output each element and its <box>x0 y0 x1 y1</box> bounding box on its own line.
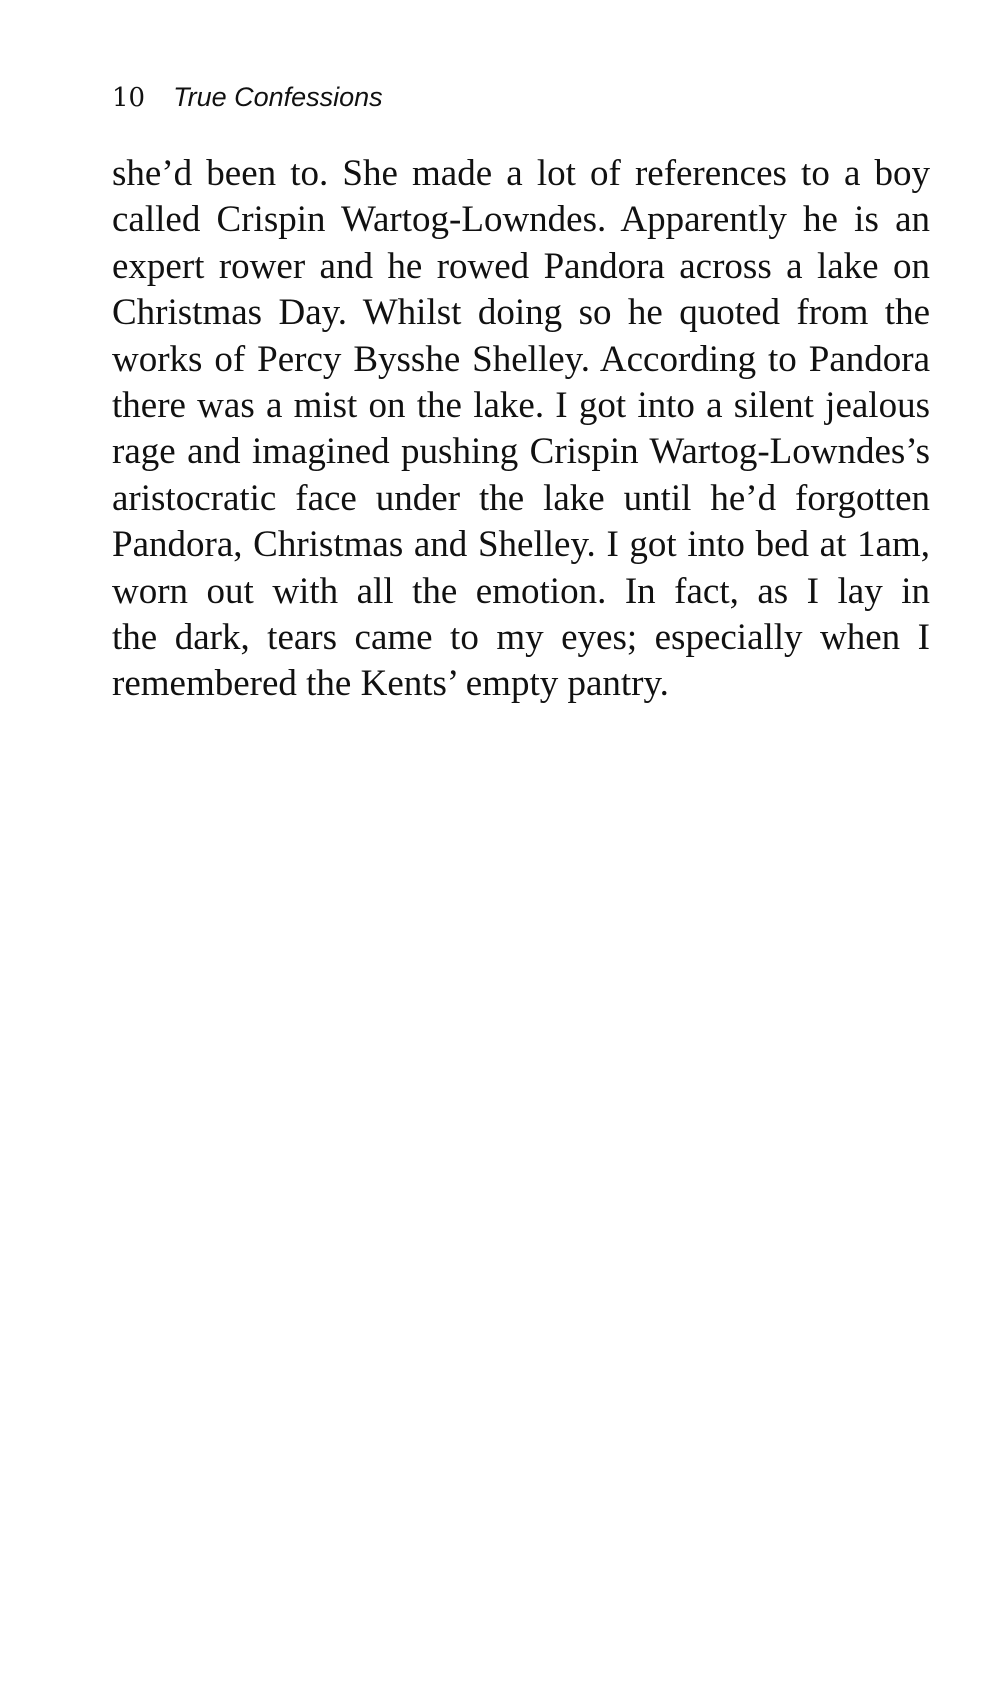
text-line: remembered the Kents’ empty pantry. <box>112 663 669 705</box>
text-line: works of Percy Bysshe Shelley. According to Pandora <box>112 338 930 380</box>
text-line: rage and imagined pushing Crispin Wartog-Lowndes’s <box>112 431 930 473</box>
running-head <box>112 82 383 122</box>
text-line: Christmas Day. Whilst doing so he quoted from the <box>112 292 930 334</box>
text-line: aristocratic face under the lake until he’d forgotten <box>112 477 930 519</box>
text-line: worn out with all the emotion. In fact, as I lay in <box>112 570 930 612</box>
text-line: there was a mist on the lake. I got into a silent jealous <box>112 385 930 427</box>
page-number: 10 <box>112 83 146 113</box>
text-line: she’d been to. She made a lot of references to a boy <box>112 153 930 194</box>
text-line: expert rower and he rowed Pandora across a lake on <box>112 245 930 287</box>
text-line: the dark, tears came to my eyes; especially when I <box>112 617 930 659</box>
body-paragraph <box>112 151 930 708</box>
text-line: Pandora, Christmas and Shelley. I got into bed at 1am, <box>112 524 930 566</box>
text-line: called Crispin Wartog-Lowndes. Apparently he is an <box>112 199 930 241</box>
running-title: True Confessions <box>173 82 383 112</box>
